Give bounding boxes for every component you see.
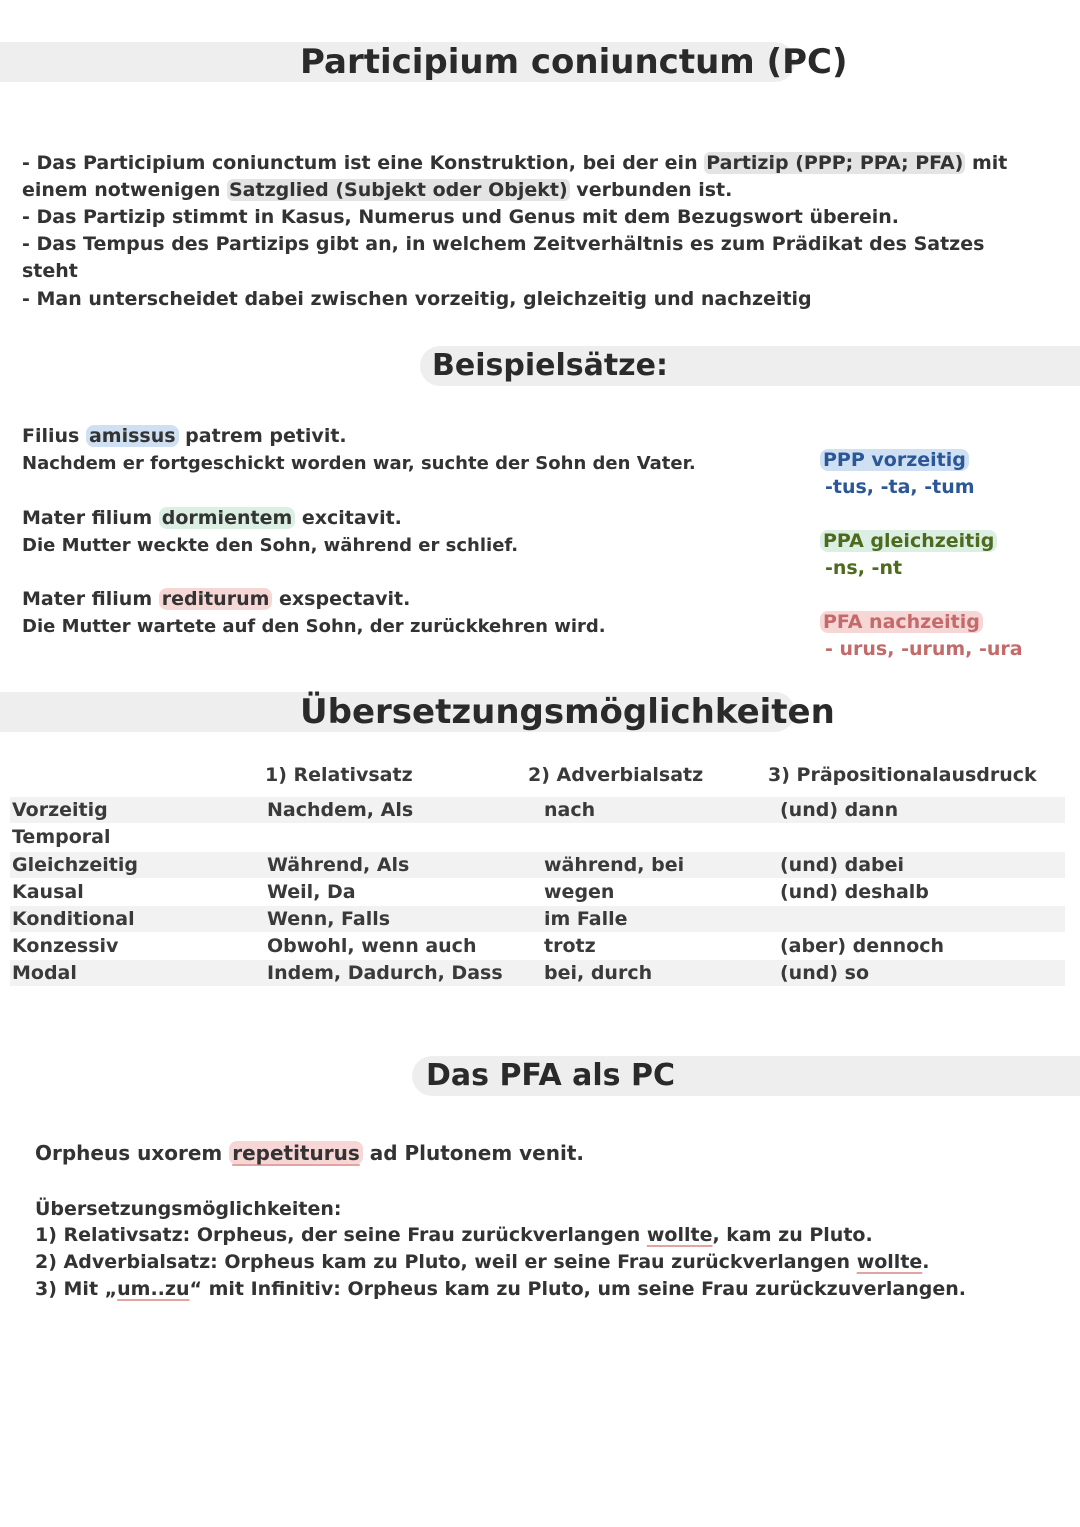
cell-relativsatz: Indem, Dadurch, Dass <box>267 962 503 984</box>
example-2-latin: Mater filium dormientem excitavit. <box>22 507 402 529</box>
intro-line-6: - Man unterscheidet dabei zwischen vorzeitig, gleichzeitig und nachzeitig <box>22 288 812 310</box>
cell-adverbialsatz: nach <box>544 799 596 821</box>
column-header-adverbialsatz: 2) Adverbialsatz <box>528 764 704 786</box>
highlight-amissus: amissus <box>86 425 179 447</box>
cell-adverbialsatz: trotz <box>544 935 596 957</box>
table-row-shade <box>10 960 1065 986</box>
intro-line-1: - Das Participium coniunctum ist eine Konstruktion, bei der ein Partizip (PPP; PPA; PFA) mit <box>22 152 1008 174</box>
legend-ppp-label: PPP vorzeitig <box>820 447 969 474</box>
column-header-relativsatz: 1) Relativsatz <box>265 764 413 786</box>
row-label: Kausal <box>12 881 84 903</box>
row-label: Gleichzeitig <box>12 854 138 876</box>
cell-praepositional: (und) so <box>780 962 869 984</box>
cell-adverbialsatz: während, bei <box>544 854 685 876</box>
pfa-heading: Das PFA als PC <box>426 1058 675 1093</box>
beispiele-heading: Beispielsätze: <box>432 348 668 383</box>
legend-pfa-label: PFA nachzeitig <box>820 609 983 636</box>
example-3-german: Die Mutter wartete auf den Sohn, der zurückkehren wird. <box>22 616 606 637</box>
pfa-line-1: 1) Relativsatz: Orpheus, der seine Frau zurückverlangen wollte, kam zu Pluto. <box>35 1224 873 1246</box>
legend-ppp-endings: -tus, -ta, -tum <box>825 476 975 498</box>
highlight-partizip: Partizip (PPP; PPA; PFA) <box>706 152 964 174</box>
column-header-praepositionalausdruck: 3) Präpositionalausdruck <box>768 764 1037 786</box>
cell-praepositional: (und) deshalb <box>780 881 929 903</box>
row-label: Modal <box>12 962 77 984</box>
legend-ppa-label: PPA gleichzeitig <box>820 528 997 555</box>
pfa-example: Orpheus uxorem repetiturus ad Plutonem venit. <box>35 1141 584 1165</box>
row-label: Konzessiv <box>12 935 119 957</box>
cell-adverbialsatz: wegen <box>544 881 615 903</box>
row-label: Temporal <box>12 826 111 848</box>
row-label: Konditional <box>12 908 135 930</box>
example-1-german: Nachdem er fortgeschickt worden war, suchte der Sohn den Vater. <box>22 453 696 474</box>
table-row-shade <box>10 852 1065 878</box>
intro-line-2: einem notwenigen Satzglied (Subjekt oder Objekt) verbunden ist. <box>22 179 733 201</box>
uebersetzung-heading: Übersetzungsmöglichkeiten <box>300 692 835 732</box>
cell-relativsatz: Obwohl, wenn auch <box>267 935 477 957</box>
cell-praepositional: (und) dann <box>780 799 899 821</box>
cell-relativsatz: Weil, Da <box>267 881 356 903</box>
row-label: Vorzeitig <box>12 799 108 821</box>
highlight-rediturum: rediturum <box>159 588 273 610</box>
example-1-latin: Filius amissus patrem petivit. <box>22 425 347 447</box>
legend-ppa-endings: -ns, -nt <box>825 557 903 579</box>
cell-relativsatz: Nachdem, Als <box>267 799 414 821</box>
table-row-shade <box>10 797 1065 823</box>
pfa-line-3: 3) Mit „um..zu“ mit Infinitiv: Orpheus kam zu Pluto, um seine Frau zurückzuverlangen. <box>35 1278 966 1300</box>
example-3-latin: Mater filium rediturum exspectavit. <box>22 588 411 610</box>
page-title: Participium coniunctum (PC) <box>300 42 848 82</box>
intro-line-4: - Das Tempus des Partizips gibt an, in welchem Zeitverhältnis es zum Prädikat des Satzes <box>22 233 985 255</box>
pfa-line-2: 2) Adverbialsatz: Orpheus kam zu Pluto, weil er seine Frau zurückverlangen wollte. <box>35 1251 930 1273</box>
pfa-subheading: Übersetzungsmöglichkeiten: <box>35 1198 342 1220</box>
cell-adverbialsatz: im Falle <box>544 908 628 930</box>
cell-adverbialsatz: bei, durch <box>544 962 653 984</box>
cell-praepositional: (und) dabei <box>780 854 905 876</box>
intro-line-5: steht <box>22 260 78 282</box>
cell-relativsatz: Wenn, Falls <box>267 908 391 930</box>
cell-praepositional: (aber) dennoch <box>780 935 945 957</box>
highlight-dormientem: dormientem <box>159 507 296 529</box>
highlight-repetiturus: repetiturus <box>229 1141 363 1165</box>
cell-relativsatz: Während, Als <box>267 854 410 876</box>
legend-pfa-endings: - urus, -urum, -ura <box>825 638 1023 660</box>
example-2-german: Die Mutter weckte den Sohn, während er schlief. <box>22 535 519 556</box>
highlight-satzglied: Satzglied (Subjekt oder Objekt) <box>229 179 568 201</box>
table-row-shade <box>10 906 1065 932</box>
intro-line-3: - Das Partizip stimmt in Kasus, Numerus und Genus mit dem Bezugswort überein. <box>22 206 900 228</box>
